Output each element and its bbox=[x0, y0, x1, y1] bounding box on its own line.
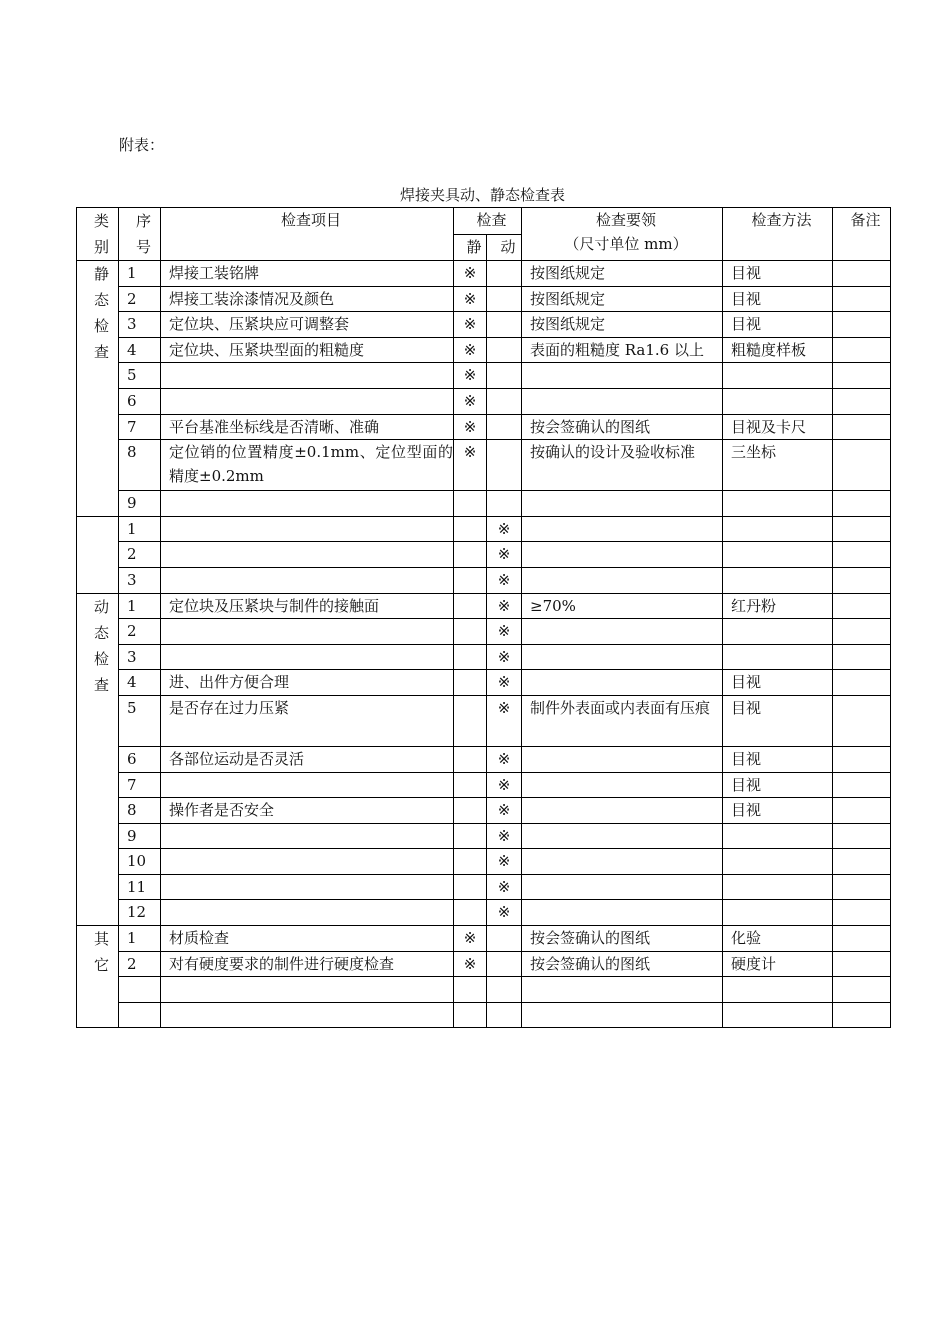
seq-cell: 1 bbox=[119, 516, 161, 542]
method-cell: 三坐标 bbox=[723, 440, 833, 491]
method-cell bbox=[723, 849, 833, 875]
table-row bbox=[77, 644, 891, 670]
essentials-cell bbox=[522, 823, 723, 849]
remark-cell bbox=[833, 1002, 891, 1028]
table-row bbox=[77, 593, 891, 619]
item-cell: 对有硬度要求的制件进行硬度检查 bbox=[161, 951, 454, 977]
static-mark-cell bbox=[454, 1002, 487, 1028]
header-item: 检查项目 bbox=[161, 208, 454, 261]
static-mark-cell: ※ bbox=[454, 261, 487, 287]
dynamic-mark-cell bbox=[487, 261, 522, 287]
table-row bbox=[77, 977, 891, 1003]
table-row bbox=[77, 746, 891, 772]
seq-cell: 1 bbox=[119, 593, 161, 619]
dynamic-mark-cell bbox=[487, 951, 522, 977]
dynamic-mark-cell bbox=[487, 388, 522, 414]
remark-cell bbox=[833, 823, 891, 849]
static-mark-cell: ※ bbox=[454, 363, 487, 389]
header-method: 检查方法 bbox=[723, 208, 833, 261]
method-cell: 红丹粉 bbox=[723, 593, 833, 619]
seq-cell bbox=[119, 1002, 161, 1028]
method-cell: 目视 bbox=[723, 746, 833, 772]
table-row bbox=[77, 849, 891, 875]
method-cell: 目视 bbox=[723, 286, 833, 312]
table-row bbox=[77, 286, 891, 312]
item-cell bbox=[161, 516, 454, 542]
seq-cell: 7 bbox=[119, 414, 161, 440]
item-cell bbox=[161, 900, 454, 926]
remark-cell bbox=[833, 542, 891, 568]
static-mark-cell bbox=[454, 670, 487, 696]
remark-cell bbox=[833, 746, 891, 772]
item-cell: 材质检查 bbox=[161, 926, 454, 952]
method-cell: 化验 bbox=[723, 926, 833, 952]
remark-cell bbox=[833, 798, 891, 824]
essentials-cell bbox=[522, 746, 723, 772]
dynamic-mark-cell bbox=[487, 312, 522, 338]
dynamic-mark-cell bbox=[487, 414, 522, 440]
dynamic-mark-cell bbox=[487, 491, 522, 517]
essentials-cell bbox=[522, 542, 723, 568]
dynamic-mark-cell: ※ bbox=[487, 619, 522, 645]
essentials-cell bbox=[522, 1002, 723, 1028]
table-row bbox=[77, 567, 891, 593]
table-row bbox=[77, 312, 891, 338]
static-mark-cell bbox=[454, 798, 487, 824]
item-cell: 是否存在过力压紧 bbox=[161, 695, 454, 746]
method-cell: 目视 bbox=[723, 772, 833, 798]
essentials-cell bbox=[522, 388, 723, 414]
remark-cell bbox=[833, 695, 891, 746]
essentials-cell bbox=[522, 491, 723, 517]
method-cell bbox=[723, 363, 833, 389]
table-row bbox=[77, 670, 891, 696]
essentials-cell: 按确认的设计及验收标准 bbox=[522, 440, 723, 491]
table-row bbox=[77, 772, 891, 798]
remark-cell bbox=[833, 261, 891, 287]
header-seq: 序号 bbox=[119, 208, 161, 261]
remark-cell bbox=[833, 977, 891, 1003]
table-row bbox=[77, 337, 891, 363]
item-cell bbox=[161, 977, 454, 1003]
category-label: 动态检查 bbox=[93, 597, 109, 694]
item-cell: 定位块及压紧块与制件的接触面 bbox=[161, 593, 454, 619]
method-cell bbox=[723, 823, 833, 849]
essentials-cell bbox=[522, 516, 723, 542]
table-row bbox=[77, 542, 891, 568]
category-cell bbox=[77, 261, 119, 517]
method-cell: 目视 bbox=[723, 798, 833, 824]
remark-cell bbox=[833, 414, 891, 440]
dynamic-mark-cell bbox=[487, 926, 522, 952]
seq-cell: 3 bbox=[119, 567, 161, 593]
seq-cell: 2 bbox=[119, 286, 161, 312]
remark-cell bbox=[833, 644, 891, 670]
remark-cell bbox=[833, 388, 891, 414]
appendix-label: 附表： bbox=[119, 136, 165, 154]
category-cell bbox=[77, 926, 119, 1028]
method-cell bbox=[723, 1002, 833, 1028]
essentials-cell: 按会签确认的图纸 bbox=[522, 951, 723, 977]
item-cell: 定位销的位置精度±0.1mm、定位型面的精度±0.2mm bbox=[161, 440, 454, 491]
header-essentials-title: 检查要领 bbox=[596, 211, 657, 229]
method-cell bbox=[723, 388, 833, 414]
static-mark-cell bbox=[454, 746, 487, 772]
dynamic-mark-cell bbox=[487, 337, 522, 363]
dynamic-mark-cell: ※ bbox=[487, 746, 522, 772]
table-row bbox=[77, 1002, 891, 1028]
method-cell bbox=[723, 542, 833, 568]
remark-cell bbox=[833, 491, 891, 517]
table-row bbox=[77, 874, 891, 900]
method-cell: 目视及卡尺 bbox=[723, 414, 833, 440]
remark-cell bbox=[833, 772, 891, 798]
seq-cell: 4 bbox=[119, 337, 161, 363]
dynamic-mark-cell bbox=[487, 1002, 522, 1028]
seq-cell: 6 bbox=[119, 388, 161, 414]
table-row bbox=[77, 619, 891, 645]
method-cell bbox=[723, 900, 833, 926]
dynamic-mark-cell: ※ bbox=[487, 670, 522, 696]
method-cell bbox=[723, 619, 833, 645]
static-mark-cell: ※ bbox=[454, 388, 487, 414]
static-mark-cell: ※ bbox=[454, 337, 487, 363]
dynamic-mark-cell: ※ bbox=[487, 823, 522, 849]
static-mark-cell bbox=[454, 516, 487, 542]
seq-cell: 1 bbox=[119, 926, 161, 952]
method-cell bbox=[723, 516, 833, 542]
table-row bbox=[77, 440, 891, 491]
essentials-cell bbox=[522, 644, 723, 670]
remark-cell bbox=[833, 286, 891, 312]
item-cell: 焊接工装铭牌 bbox=[161, 261, 454, 287]
category-cell bbox=[77, 516, 119, 593]
header-static: 静 bbox=[454, 234, 487, 261]
seq-cell: 5 bbox=[119, 695, 161, 746]
table-row bbox=[77, 388, 891, 414]
seq-cell: 5 bbox=[119, 363, 161, 389]
dynamic-mark-cell: ※ bbox=[487, 900, 522, 926]
table-title: 焊接夹具动、静态检查表 bbox=[399, 186, 565, 204]
essentials-cell bbox=[522, 977, 723, 1003]
dynamic-mark-cell bbox=[487, 286, 522, 312]
item-cell: 焊接工装涂漆情况及颜色 bbox=[161, 286, 454, 312]
seq-cell: 7 bbox=[119, 772, 161, 798]
remark-cell bbox=[833, 874, 891, 900]
dynamic-mark-cell: ※ bbox=[487, 516, 522, 542]
static-mark-cell: ※ bbox=[454, 440, 487, 491]
seq-cell: 3 bbox=[119, 644, 161, 670]
static-mark-cell bbox=[454, 567, 487, 593]
essentials-cell bbox=[522, 567, 723, 593]
dynamic-mark-cell: ※ bbox=[487, 849, 522, 875]
dynamic-mark-cell: ※ bbox=[487, 644, 522, 670]
table-row bbox=[77, 951, 891, 977]
dynamic-mark-cell bbox=[487, 977, 522, 1003]
item-cell: 操作者是否安全 bbox=[161, 798, 454, 824]
header-dynamic: 动 bbox=[487, 234, 522, 261]
essentials-cell: 按图纸规定 bbox=[522, 312, 723, 338]
static-mark-cell: ※ bbox=[454, 951, 487, 977]
static-mark-cell bbox=[454, 619, 487, 645]
category-label: 静态检查 bbox=[93, 265, 109, 361]
item-cell: 定位块、压紧块应可调整套 bbox=[161, 312, 454, 338]
essentials-cell bbox=[522, 670, 723, 696]
seq-cell: 11 bbox=[119, 874, 161, 900]
remark-cell bbox=[833, 363, 891, 389]
item-cell bbox=[161, 772, 454, 798]
seq-cell: 12 bbox=[119, 900, 161, 926]
method-cell: 目视 bbox=[723, 261, 833, 287]
essentials-cell bbox=[522, 772, 723, 798]
seq-cell: 2 bbox=[119, 542, 161, 568]
remark-cell bbox=[833, 900, 891, 926]
item-cell: 各部位运动是否灵活 bbox=[161, 746, 454, 772]
static-mark-cell bbox=[454, 772, 487, 798]
table-row bbox=[77, 491, 891, 517]
table-row bbox=[77, 414, 891, 440]
seq-cell: 8 bbox=[119, 440, 161, 491]
static-mark-cell bbox=[454, 977, 487, 1003]
item-cell: 平台基准坐标线是否清晰、准确 bbox=[161, 414, 454, 440]
item-cell bbox=[161, 388, 454, 414]
remark-cell bbox=[833, 619, 891, 645]
essentials-cell bbox=[522, 849, 723, 875]
seq-cell bbox=[119, 977, 161, 1003]
item-cell bbox=[161, 874, 454, 900]
dynamic-mark-cell: ※ bbox=[487, 772, 522, 798]
essentials-cell: 按会签确认的图纸 bbox=[522, 414, 723, 440]
table-row bbox=[77, 900, 891, 926]
remark-cell bbox=[833, 567, 891, 593]
remark-cell bbox=[833, 337, 891, 363]
header-essentials bbox=[522, 208, 723, 261]
header-check: 检查 bbox=[454, 208, 522, 235]
essentials-cell bbox=[522, 363, 723, 389]
static-mark-cell: ※ bbox=[454, 286, 487, 312]
category-cell bbox=[77, 593, 119, 926]
static-mark-cell: ※ bbox=[454, 312, 487, 338]
item-cell bbox=[161, 542, 454, 568]
essentials-cell: 按会签确认的图纸 bbox=[522, 926, 723, 952]
remark-cell bbox=[833, 516, 891, 542]
dynamic-mark-cell bbox=[487, 363, 522, 389]
essentials-cell: 按图纸规定 bbox=[522, 261, 723, 287]
item-cell bbox=[161, 567, 454, 593]
seq-cell: 9 bbox=[119, 491, 161, 517]
essentials-cell: 按图纸规定 bbox=[522, 286, 723, 312]
item-cell: 定位块、压紧块型面的粗糙度 bbox=[161, 337, 454, 363]
static-mark-cell bbox=[454, 542, 487, 568]
method-cell bbox=[723, 644, 833, 670]
remark-cell bbox=[833, 440, 891, 491]
static-mark-cell: ※ bbox=[454, 414, 487, 440]
item-cell bbox=[161, 849, 454, 875]
seq-cell: 3 bbox=[119, 312, 161, 338]
static-mark-cell bbox=[454, 695, 487, 746]
inspection-table bbox=[76, 207, 891, 1028]
dynamic-mark-cell: ※ bbox=[487, 542, 522, 568]
essentials-cell: 制件外表面或内表面有压痕 bbox=[522, 695, 723, 746]
essentials-cell: 表面的粗糙度 Ra1.6 以上 bbox=[522, 337, 723, 363]
table-row bbox=[77, 695, 891, 746]
header-essentials-unit: （尺寸单位 mm） bbox=[564, 235, 688, 253]
essentials-cell bbox=[522, 619, 723, 645]
seq-cell: 8 bbox=[119, 798, 161, 824]
dynamic-mark-cell: ※ bbox=[487, 798, 522, 824]
seq-cell: 6 bbox=[119, 746, 161, 772]
category-label: 其它 bbox=[93, 930, 109, 975]
essentials-cell bbox=[522, 874, 723, 900]
static-mark-cell bbox=[454, 593, 487, 619]
seq-cell: 10 bbox=[119, 849, 161, 875]
static-mark-cell bbox=[454, 491, 487, 517]
static-mark-cell bbox=[454, 849, 487, 875]
seq-cell: 9 bbox=[119, 823, 161, 849]
table-row bbox=[77, 798, 891, 824]
header-remark: 备注 bbox=[833, 208, 891, 261]
method-cell: 目视 bbox=[723, 695, 833, 746]
seq-cell: 4 bbox=[119, 670, 161, 696]
table-row bbox=[77, 363, 891, 389]
method-cell bbox=[723, 567, 833, 593]
remark-cell bbox=[833, 926, 891, 952]
seq-cell: 2 bbox=[119, 619, 161, 645]
dynamic-mark-cell: ※ bbox=[487, 567, 522, 593]
essentials-cell bbox=[522, 798, 723, 824]
remark-cell bbox=[833, 593, 891, 619]
dynamic-mark-cell bbox=[487, 440, 522, 491]
static-mark-cell bbox=[454, 644, 487, 670]
item-cell bbox=[161, 1002, 454, 1028]
item-cell bbox=[161, 363, 454, 389]
remark-cell bbox=[833, 849, 891, 875]
table-row bbox=[77, 926, 891, 952]
table-row bbox=[77, 261, 891, 287]
essentials-cell: ≥70% bbox=[522, 593, 723, 619]
item-cell: 进、出件方便合理 bbox=[161, 670, 454, 696]
method-cell bbox=[723, 491, 833, 517]
dynamic-mark-cell: ※ bbox=[487, 593, 522, 619]
method-cell: 目视 bbox=[723, 312, 833, 338]
item-cell bbox=[161, 491, 454, 517]
static-mark-cell: ※ bbox=[454, 926, 487, 952]
remark-cell bbox=[833, 670, 891, 696]
item-cell bbox=[161, 644, 454, 670]
essentials-cell bbox=[522, 900, 723, 926]
method-cell: 硬度计 bbox=[723, 951, 833, 977]
static-mark-cell bbox=[454, 900, 487, 926]
table-row bbox=[77, 823, 891, 849]
table-body bbox=[77, 261, 891, 1028]
remark-cell bbox=[833, 312, 891, 338]
remark-cell bbox=[833, 951, 891, 977]
header-row bbox=[77, 208, 891, 235]
header-category: 类别 bbox=[77, 208, 119, 261]
method-cell bbox=[723, 977, 833, 1003]
static-mark-cell bbox=[454, 874, 487, 900]
seq-cell: 1 bbox=[119, 261, 161, 287]
item-cell bbox=[161, 823, 454, 849]
item-cell bbox=[161, 619, 454, 645]
method-cell bbox=[723, 874, 833, 900]
dynamic-mark-cell: ※ bbox=[487, 874, 522, 900]
method-cell: 目视 bbox=[723, 670, 833, 696]
dynamic-mark-cell: ※ bbox=[487, 695, 522, 746]
table-row bbox=[77, 516, 891, 542]
seq-cell: 2 bbox=[119, 951, 161, 977]
method-cell: 粗糙度样板 bbox=[723, 337, 833, 363]
static-mark-cell bbox=[454, 823, 487, 849]
